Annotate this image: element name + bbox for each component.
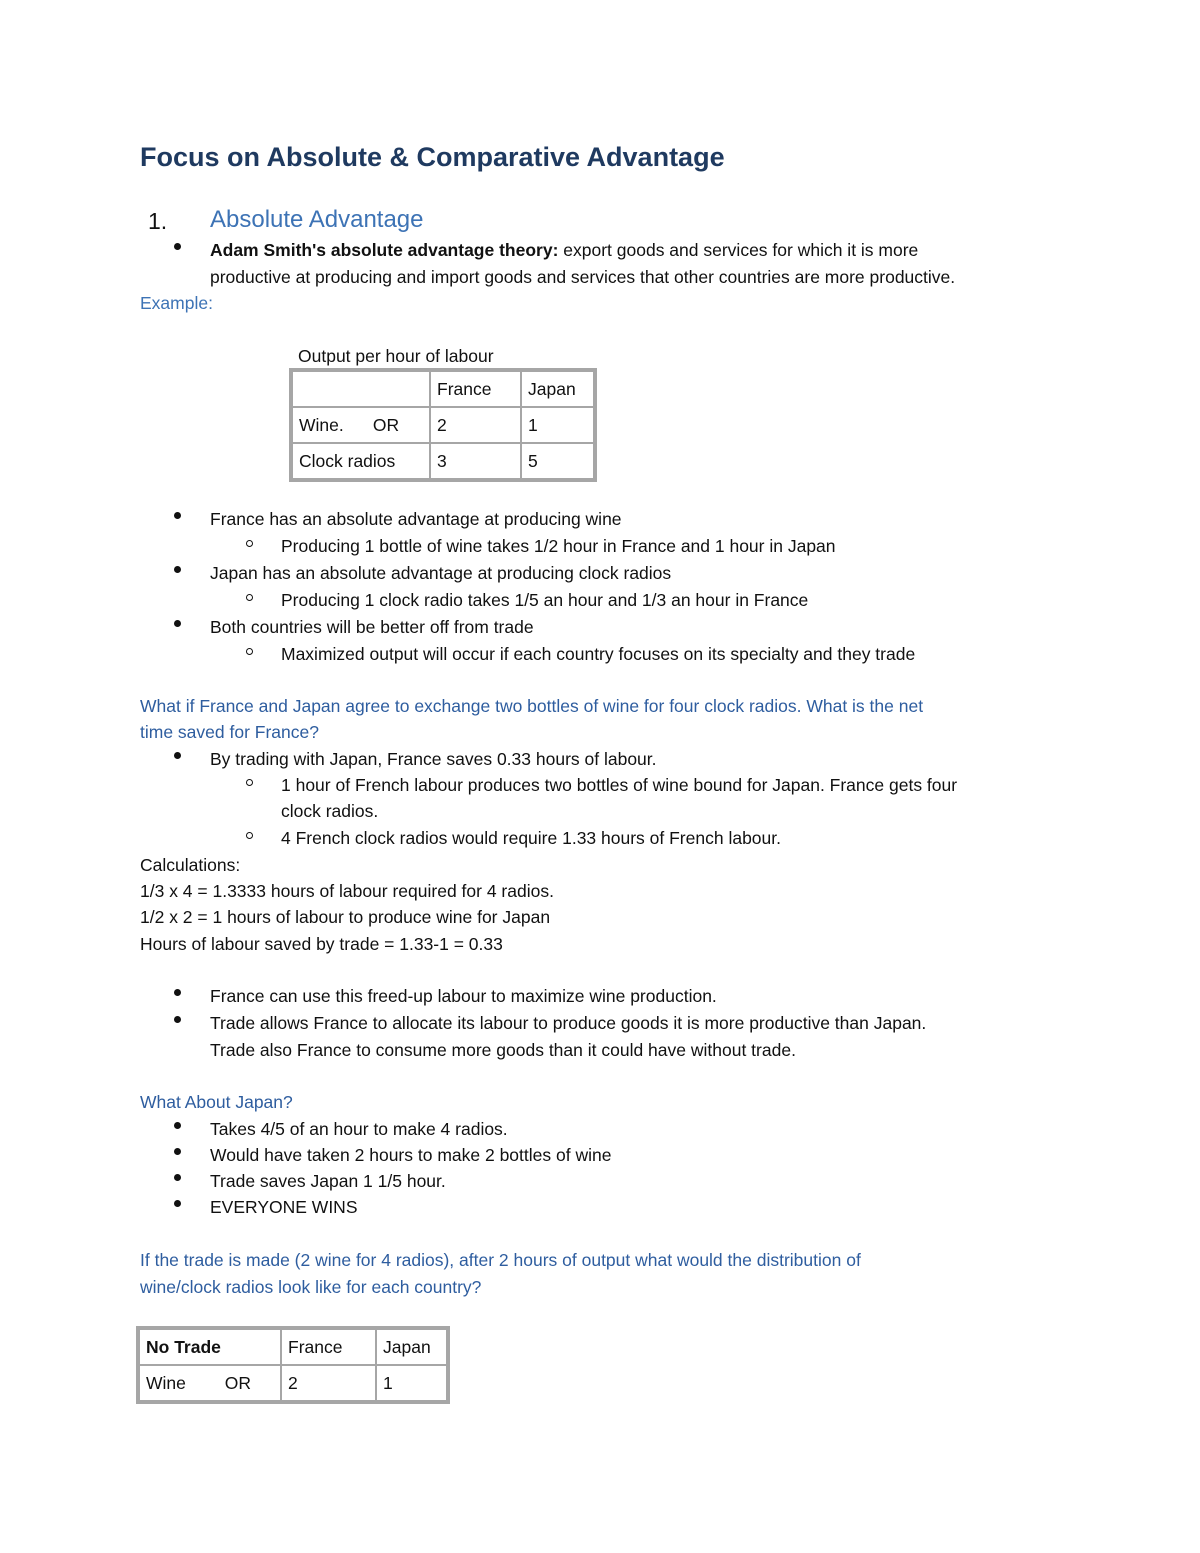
bullet-icon xyxy=(174,620,181,627)
bullet-icon xyxy=(174,1200,181,1207)
list-item: Would have taken 2 hours to make 2 bottles of wine xyxy=(210,1145,612,1165)
table-cell: 3 xyxy=(430,443,521,479)
list-item-continued: Trade also France to consume more goods than it could have without trade. xyxy=(210,1040,796,1060)
bullet-icon xyxy=(174,1148,181,1155)
table-cell: 1 xyxy=(376,1365,447,1401)
table-row xyxy=(292,443,594,479)
list-item: Producing 1 bottle of wine takes 1/2 hour in France and 1 hour in Japan xyxy=(281,536,836,556)
list-item: 4 French clock radios would require 1.33 hours of French labour. xyxy=(281,828,781,848)
bullet-icon xyxy=(174,989,181,996)
list-item: Takes 4/5 of an hour to make 4 radios. xyxy=(210,1119,508,1139)
circle-bullet-icon xyxy=(246,779,253,786)
theory-bold: Adam Smith's absolute advantage theory: xyxy=(210,240,559,260)
question-line-1: If the trade is made (2 wine for 4 radios), after 2 hours of output what would the distribution of xyxy=(140,1250,861,1270)
circle-bullet-icon xyxy=(246,648,253,655)
japan-heading: What About Japan? xyxy=(140,1092,293,1112)
list-item: France has an absolute advantage at producing wine xyxy=(210,509,622,529)
question-line-2: wine/clock radios look like for each country? xyxy=(140,1277,482,1297)
list-item: Maximized output will occur if each country focuses on its specialty and they trade xyxy=(281,644,916,664)
circle-bullet-icon xyxy=(246,832,253,839)
question-line-1: What if France and Japan agree to exchange two bottles of wine for four clock radios. What is the net xyxy=(140,696,924,716)
calculation-line: Hours of labour saved by trade = 1.33-1 = 0.33 xyxy=(140,934,503,954)
table-cell: Wine. OR xyxy=(292,407,430,443)
table-cell: Japan xyxy=(376,1329,447,1365)
table-row xyxy=(292,407,594,443)
table-cell: 1 xyxy=(521,407,594,443)
question-line-2: time saved for France? xyxy=(140,722,319,742)
theory-text-1: export goods and services for which it is more xyxy=(558,240,919,260)
circle-bullet-icon xyxy=(246,594,253,601)
bullet-icon xyxy=(174,243,181,250)
table-cell xyxy=(292,371,430,407)
table-header-row xyxy=(292,371,594,407)
table-cell: 2 xyxy=(430,407,521,443)
section-number: 1. xyxy=(148,208,168,234)
theory-line-1 xyxy=(210,240,918,261)
bullet-icon xyxy=(174,566,181,573)
bullet-icon xyxy=(174,512,181,519)
no-trade-table xyxy=(136,1326,450,1404)
calculation-line: 1/3 x 4 = 1.3333 hours of labour required for 4 radios. xyxy=(140,881,554,901)
example-label: Example: xyxy=(140,293,213,313)
table-cell: Clock radios xyxy=(292,443,430,479)
table-cell: 5 xyxy=(521,443,594,479)
list-item: France can use this freed-up labour to maximize wine production. xyxy=(210,986,717,1006)
table-cell: No Trade xyxy=(139,1329,281,1365)
list-item: Japan has an absolute advantage at producing clock radios xyxy=(210,563,672,583)
bullet-icon xyxy=(174,1174,181,1181)
page-title: Focus on Absolute & Comparative Advantage xyxy=(140,142,725,172)
list-item: EVERYONE WINS xyxy=(210,1197,358,1217)
table-cell: 2 xyxy=(281,1365,376,1401)
table-cell: Wine OR xyxy=(139,1365,281,1401)
section-heading: Absolute Advantage xyxy=(210,206,424,233)
table-header-row xyxy=(139,1329,447,1365)
list-item: By trading with Japan, France saves 0.33 hours of labour. xyxy=(210,749,657,769)
calculations-label: Calculations: xyxy=(140,855,241,875)
table-row xyxy=(139,1365,447,1401)
theory-line-2: productive at producing and import goods and services that other countries are more productive. xyxy=(210,267,956,287)
table-cell: France xyxy=(281,1329,376,1365)
bullet-icon xyxy=(174,1122,181,1129)
list-item: Producing 1 clock radio takes 1/5 an hour and 1/3 an hour in France xyxy=(281,590,809,610)
list-item: Trade allows France to allocate its labour to produce goods it is more productive than Japan. xyxy=(210,1013,927,1033)
table-cell: Japan xyxy=(521,371,594,407)
output-table xyxy=(289,368,597,482)
bullet-icon xyxy=(174,1016,181,1023)
list-item: Both countries will be better off from trade xyxy=(210,617,534,637)
circle-bullet-icon xyxy=(246,540,253,547)
bullet-icon xyxy=(174,752,181,759)
calculation-line: 1/2 x 2 = 1 hours of labour to produce wine for Japan xyxy=(140,907,551,927)
list-item-continued: clock radios. xyxy=(281,801,379,821)
list-item: Trade saves Japan 1 1/5 hour. xyxy=(210,1171,446,1191)
list-item: 1 hour of French labour produces two bottles of wine bound for Japan. France gets four xyxy=(281,775,958,795)
table1-caption: Output per hour of labour xyxy=(298,346,494,366)
table-cell: France xyxy=(430,371,521,407)
